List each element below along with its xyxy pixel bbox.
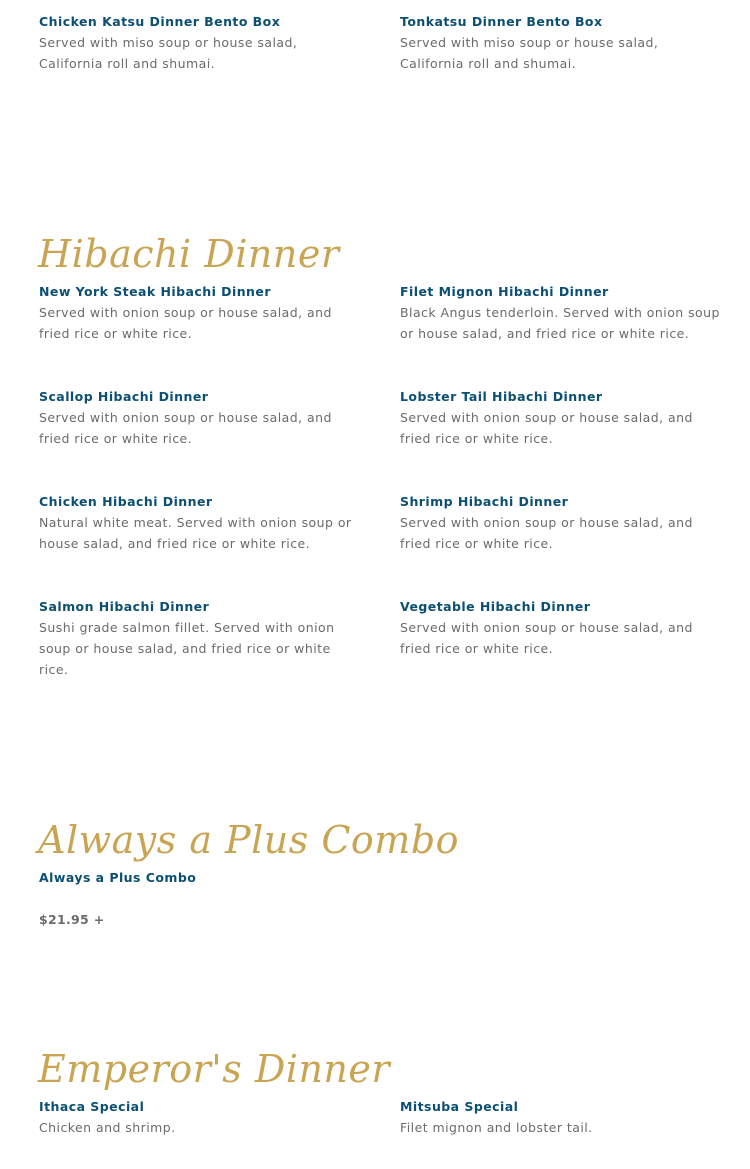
item-description: Served with onion soup or house salad, and fried rice or white rice. bbox=[400, 410, 693, 446]
item-description: Served with onion soup or house salad, and fried rice or white rice. bbox=[39, 410, 332, 446]
section-title-emperor: Emperor's Dinner bbox=[38, 1047, 391, 1091]
menu-item-price-row bbox=[39, 911, 361, 928]
menu-item bbox=[400, 388, 722, 449]
item-description: Chicken and shrimp. bbox=[39, 1120, 176, 1135]
item-description: Sushi grade salmon fillet. Served with onion soup or house salad, and fried rice or white rice. bbox=[39, 620, 335, 677]
item-name: Scallop Hibachi Dinner bbox=[39, 389, 209, 404]
item-description: Black Angus tenderloin. Served with onion soup or house salad, and fried rice or white rice. bbox=[400, 305, 720, 341]
menu-item bbox=[400, 283, 722, 344]
item-name: Salmon Hibachi Dinner bbox=[39, 599, 210, 614]
menu-item bbox=[400, 598, 722, 659]
item-description: Served with onion soup or house salad, and fried rice or white rice. bbox=[400, 515, 693, 551]
item-description: Served with onion soup or house salad, and fried rice or white rice. bbox=[39, 305, 332, 341]
item-name: Mitsuba Special bbox=[400, 1099, 519, 1114]
section-title-hibachi: Hibachi Dinner bbox=[38, 232, 340, 276]
item-name: Filet Mignon Hibachi Dinner bbox=[400, 284, 609, 299]
menu-item bbox=[400, 13, 722, 74]
menu-item bbox=[39, 13, 361, 74]
item-name: Tonkatsu Dinner Bento Box bbox=[400, 14, 603, 29]
item-name: Vegetable Hibachi Dinner bbox=[400, 599, 591, 614]
menu-item bbox=[400, 1098, 722, 1138]
menu-item bbox=[39, 493, 361, 554]
item-description: Filet mignon and lobster tail. bbox=[400, 1120, 593, 1135]
menu-item bbox=[39, 1098, 361, 1138]
item-description: Served with miso soup or house salad, California roll and shumai. bbox=[39, 35, 298, 71]
item-description: Served with onion soup or house salad, and fried rice or white rice. bbox=[400, 620, 693, 656]
item-name: Shrimp Hibachi Dinner bbox=[400, 494, 569, 509]
menu-item bbox=[400, 493, 722, 554]
item-name: Always a Plus Combo bbox=[39, 870, 197, 885]
item-description: Natural white meat. Served with onion soup or house salad, and fried rice or white rice. bbox=[39, 515, 352, 551]
item-price: $21.95 + bbox=[39, 912, 105, 927]
item-name: Chicken Hibachi Dinner bbox=[39, 494, 213, 509]
menu-item bbox=[39, 869, 361, 886]
item-description: Served with miso soup or house salad, California roll and shumai. bbox=[400, 35, 659, 71]
menu-item bbox=[39, 388, 361, 449]
item-name: Lobster Tail Hibachi Dinner bbox=[400, 389, 603, 404]
item-name: New York Steak Hibachi Dinner bbox=[39, 284, 271, 299]
section-title-combo: Always a Plus Combo bbox=[38, 818, 460, 862]
menu-item bbox=[39, 283, 361, 344]
item-name: Ithaca Special bbox=[39, 1099, 145, 1114]
item-name: Chicken Katsu Dinner Bento Box bbox=[39, 14, 281, 29]
menu-item bbox=[39, 598, 361, 680]
